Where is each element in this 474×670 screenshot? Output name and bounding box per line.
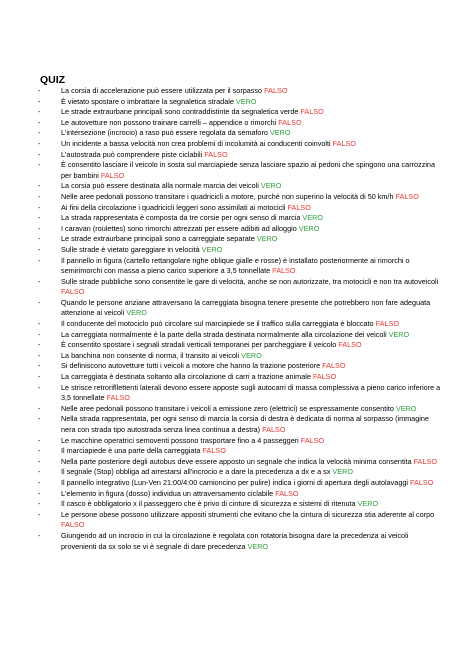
quiz-statement: Nella parte posteriore degli autobus deve essere apposto un segnale che indica la velocità minima consentita bbox=[61, 456, 412, 466]
quiz-item bbox=[38, 277, 442, 298]
answer-vero: VERO bbox=[247, 541, 269, 551]
answer-falso: FALSO bbox=[322, 361, 346, 371]
list-bullet: - bbox=[38, 456, 41, 466]
answer-vero: VERO bbox=[388, 329, 410, 339]
list-bullet: - bbox=[38, 403, 41, 413]
list-bullet: - bbox=[38, 509, 41, 519]
quiz-statement: La strada rappresentata è composta da tre corsie per ogni senso di marcia bbox=[61, 213, 301, 223]
quiz-statement: L'autostrada può comprendere piste ciclabili bbox=[61, 149, 203, 159]
list-bullet: - bbox=[38, 276, 41, 286]
quiz-statement: Sulle strade pubbliche sono consentite le gare di velocità, anche se non autorizzate, tra motocicli e non tra autoveicoli bbox=[61, 276, 439, 286]
answer-vero: VERO bbox=[260, 181, 282, 191]
quiz-statement: Giungendo ad un incrocio in cui la circolazione è regolata con rotatoria bisogna dare la precedenza ai veicoli provenienti da sx solo se vi è segnale di dare precedenza bbox=[61, 530, 409, 551]
list-bullet: - bbox=[38, 488, 41, 498]
list-bullet: - bbox=[38, 86, 41, 95]
quiz-item bbox=[38, 97, 442, 108]
answer-falso: FALSO bbox=[61, 287, 85, 297]
list-bullet: - bbox=[38, 234, 41, 244]
quiz-item bbox=[38, 160, 442, 181]
answer-vero: VERO bbox=[235, 96, 257, 106]
quiz-statement: Nelle aree pedonali possono transitare i veicoli a emissione zero (elettrici) se espressamente consentito bbox=[61, 403, 394, 413]
answer-falso: FALSO bbox=[204, 149, 228, 159]
quiz-item bbox=[38, 510, 442, 531]
list-bullet: - bbox=[38, 160, 41, 170]
answer-falso: FALSO bbox=[275, 488, 299, 498]
quiz-statement: Un incidente a bassa velocità non crea problemi di incolumità ai conducenti coinvolti bbox=[61, 138, 331, 148]
quiz-item bbox=[38, 531, 442, 552]
list-bullet: - bbox=[38, 446, 41, 456]
quiz-item bbox=[38, 499, 442, 510]
quiz-statement: Il casco è obbligatorio x il passeggero che è privo di cinture di sicurezza e sistemi di ritenuta bbox=[61, 499, 356, 509]
list-bullet: - bbox=[38, 350, 41, 360]
quiz-item bbox=[38, 150, 442, 161]
answer-falso: FALSO bbox=[287, 202, 311, 212]
answer-falso: FALSO bbox=[312, 372, 337, 382]
quiz-item bbox=[38, 203, 442, 214]
quiz-statement: La corsia può essere destinata alla normale marcia dei veicoli bbox=[61, 181, 259, 191]
quiz-statement: Quando le persone anziane attraversano la carreggiata bisogna tenere presente che potrebbero non fare adeguata attenzione ai veicoli bbox=[61, 297, 431, 318]
list-bullet: - bbox=[38, 128, 41, 138]
quiz-item bbox=[38, 213, 442, 224]
quiz-statement: Si definiscono autovetture tutti i veicoli a motore che hanno la trazione posteriore bbox=[61, 361, 321, 371]
answer-vero: VERO bbox=[241, 350, 262, 360]
quiz-statement: Sulle strade è vietato gareggiare in velocità bbox=[61, 244, 200, 254]
quiz-statement: Il conducente del motociclo può circolare sul marciapiede se il traffico sulla carreggiata è bloccato bbox=[61, 319, 374, 329]
quiz-item bbox=[38, 139, 442, 150]
quiz-statement: La carreggiata è destinata soltanto alla circolazione di carri a trazione animale bbox=[61, 372, 311, 382]
quiz-item bbox=[38, 128, 442, 139]
quiz-statement: Nelle aree pedonali possono transitare i quadricicli a motore, purché non superino la velocità di 50 km/h bbox=[61, 191, 394, 201]
quiz-statement: Il segnale (Stop) obbliga ad arrestarsi all'incrocio e a dare la precedenza a dx e a sx bbox=[61, 467, 331, 477]
list-bullet: - bbox=[38, 361, 41, 371]
quiz-item bbox=[38, 330, 442, 341]
answer-falso: FALSO bbox=[413, 456, 438, 466]
answer-vero: VERO bbox=[201, 244, 223, 254]
list-bullet: - bbox=[38, 414, 41, 424]
list-bullet: - bbox=[38, 244, 41, 254]
quiz-statement: La corsia di accelerazione può essere utilizzata per il sorpasso bbox=[61, 86, 263, 95]
list-bullet: - bbox=[38, 202, 41, 212]
quiz-item bbox=[38, 192, 442, 203]
quiz-item bbox=[38, 256, 442, 277]
quiz-statement: Le strisce retrorifllettenti laterali devono essere apposte sugli autocarri di massa complessiva a pieno carico inferiore a 3,5 tonnellate bbox=[61, 382, 441, 403]
list-bullet: - bbox=[38, 181, 41, 191]
list-bullet: - bbox=[38, 255, 41, 265]
answer-vero: VERO bbox=[332, 467, 353, 477]
quiz-statement: La carreggiata normalmente è la parte della strada destinata normalmente alla circolazione dei veicoli bbox=[61, 329, 387, 339]
list-bullet: - bbox=[38, 499, 41, 509]
quiz-item bbox=[38, 118, 442, 129]
quiz-statement: È consentito lasciare il veicolo in sosta sul marciapiede senza lasciare spazio ai pedoni che spingono una carrozzina per bambini bbox=[61, 160, 435, 180]
answer-vero: VERO bbox=[269, 128, 291, 138]
quiz-statement: È vietato spostare o imbrattare la segnaletica stradale bbox=[61, 96, 234, 106]
quiz-item bbox=[38, 478, 442, 489]
quiz-item bbox=[38, 340, 442, 351]
quiz-statement: Le persone obese possono utilizzare appositi strumenti che evitano che la cintura di sicurezza stia aderente al corpo bbox=[61, 509, 435, 519]
list-bullet: - bbox=[38, 107, 41, 117]
list-bullet: - bbox=[38, 329, 41, 339]
answer-falso: FALSO bbox=[106, 393, 130, 403]
quiz-item bbox=[38, 319, 442, 330]
list-bullet: - bbox=[38, 382, 41, 392]
quiz-item bbox=[38, 383, 442, 404]
answer-falso: FALSO bbox=[262, 425, 286, 434]
quiz-item bbox=[38, 372, 442, 383]
quiz-statement: Il marciapiede è una parte della carreggiata bbox=[61, 446, 201, 456]
quiz-item bbox=[38, 361, 442, 372]
quiz-item bbox=[38, 107, 442, 118]
page-title: QUIZ bbox=[40, 74, 66, 86]
answer-vero: VERO bbox=[126, 308, 147, 318]
answer-falso: FALSO bbox=[395, 191, 419, 201]
quiz-item bbox=[38, 467, 442, 478]
list-bullet: - bbox=[38, 477, 41, 487]
answer-falso: FALSO bbox=[300, 435, 325, 445]
answer-vero: VERO bbox=[395, 403, 417, 413]
list-bullet: - bbox=[38, 191, 41, 201]
answer-vero: VERO bbox=[302, 213, 323, 223]
quiz-item bbox=[38, 457, 442, 468]
quiz-list bbox=[38, 86, 442, 552]
quiz-statement: Il pannello integrativo (Lun-Ven 21:00/4:00 camioncino per pulire) indica i giorni di apertura degli autolavaggi bbox=[61, 477, 409, 487]
list-bullet: - bbox=[38, 297, 41, 307]
quiz-statement: L'intersezione (incrocio) a raso può essere regolata da semaforo bbox=[61, 128, 268, 138]
quiz-item bbox=[38, 86, 442, 97]
list-bullet: - bbox=[38, 213, 41, 223]
answer-falso: FALSO bbox=[332, 138, 356, 148]
quiz-statement: Le strade extraurbane principali sono a carreggiate separate bbox=[61, 234, 255, 244]
answer-falso: FALSO bbox=[375, 319, 399, 329]
answer-falso: FALSO bbox=[410, 477, 434, 487]
quiz-statement: L'elemento in figura (dosso) individua un attraversamento ciclabile bbox=[61, 488, 274, 498]
answer-falso: FALSO bbox=[264, 86, 288, 95]
quiz-statement: I caravan (roulettes) sono rimorchi attrezzati per essere adibiti ad alloggio bbox=[61, 223, 297, 233]
answer-falso: FALSO bbox=[300, 107, 324, 117]
answer-falso: FALSO bbox=[278, 117, 302, 127]
list-bullet: - bbox=[38, 530, 41, 540]
quiz-item bbox=[38, 245, 442, 256]
list-bullet: - bbox=[38, 223, 41, 233]
quiz-item bbox=[38, 404, 442, 415]
list-bullet: - bbox=[38, 372, 41, 382]
quiz-item bbox=[38, 181, 442, 192]
list-bullet: - bbox=[38, 340, 41, 350]
quiz-item bbox=[38, 436, 442, 447]
quiz-statement: Ai fini della circolazione i quadricicli leggeri sono assimilati ai motocicli bbox=[61, 202, 286, 212]
answer-falso: FALSO bbox=[202, 446, 226, 456]
quiz-item bbox=[38, 234, 442, 245]
quiz-statement: Le strade extraurbane principali sono contraddistinte da segnaletica verde bbox=[61, 107, 299, 117]
quiz-statement: La banchina non consente di norma, il transito ai veicoli bbox=[61, 350, 240, 360]
quiz-item bbox=[38, 489, 442, 500]
quiz-statement: Le autovetture non possono trainare carrelli – appendice o rimorchi bbox=[61, 117, 277, 127]
quiz-statement: Nella strada rappresentata, per ogni senso di marcia la corsia di destra è dedicata di norma al sorpasso (immagine nera con strada tipo autostrada senza linea continua a destra) bbox=[61, 414, 429, 434]
list-bullet: - bbox=[38, 319, 41, 329]
quiz-statement: Le macchine operatrici semoventi possono trasportare fino a 4 passeggeri bbox=[61, 435, 299, 445]
answer-falso: FALSO bbox=[61, 520, 85, 530]
list-bullet: - bbox=[38, 96, 41, 106]
answer-vero: VERO bbox=[298, 223, 320, 233]
list-bullet: - bbox=[38, 117, 41, 127]
quiz-item bbox=[38, 224, 442, 235]
quiz-item bbox=[38, 414, 442, 435]
quiz-statement: Il pannello in figura (cartello rettangolare righe oblique gialle e rosse) è installato posteriormente ai rimorchi o semirimorchi con massa a pieno carico superiore a 3,5 tonnellate bbox=[61, 255, 410, 276]
quiz-item bbox=[38, 298, 442, 319]
list-bullet: - bbox=[38, 467, 41, 477]
answer-vero: VERO bbox=[256, 234, 278, 244]
quiz-item bbox=[38, 351, 442, 362]
quiz-statement: È consentito spostare i segnali stradali verticali temporanei per parcheggiare il veicolo bbox=[61, 340, 337, 350]
quiz-item bbox=[38, 446, 442, 457]
list-bullet: - bbox=[38, 435, 41, 445]
answer-falso: FALSO bbox=[100, 170, 125, 180]
list-bullet: - bbox=[38, 149, 41, 159]
list-bullet: - bbox=[38, 138, 41, 148]
answer-vero: VERO bbox=[357, 499, 379, 509]
answer-falso: FALSO bbox=[338, 340, 362, 350]
answer-falso: FALSO bbox=[272, 266, 296, 276]
